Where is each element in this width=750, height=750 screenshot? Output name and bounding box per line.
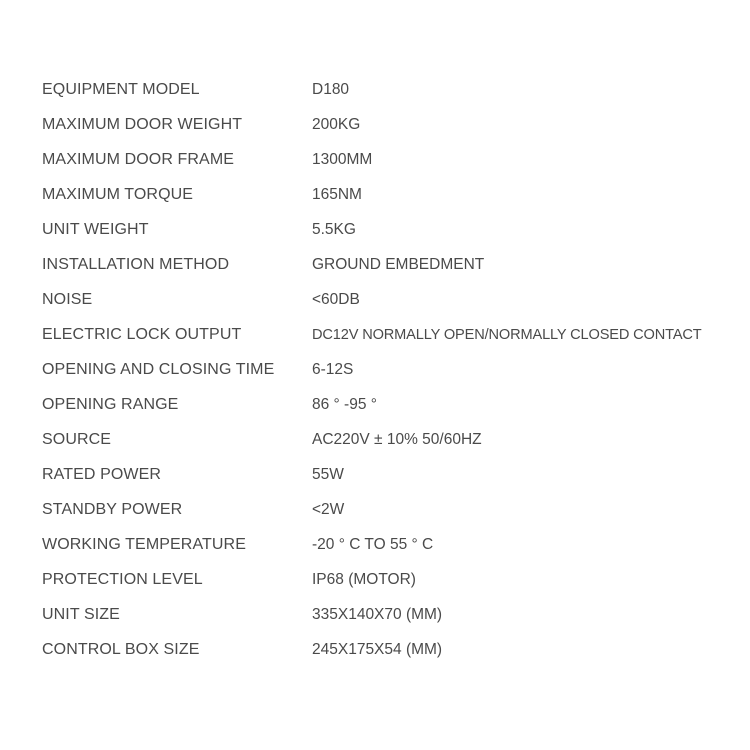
spec-label: STANDBY POWER xyxy=(42,500,183,518)
spec-label: SOURCE xyxy=(42,430,112,448)
spec-value: 245X175X54 (MM) xyxy=(312,640,443,658)
spec-label: OPENING RANGE xyxy=(42,395,179,413)
spec-value: 6-12S xyxy=(312,360,354,378)
spec-label: WORKING TEMPERATURE xyxy=(42,535,246,553)
spec-value: <60DB xyxy=(312,290,360,308)
spec-row-installation-method xyxy=(42,247,732,282)
spec-value: 86 ° -95 ° xyxy=(312,395,377,413)
spec-row-opening-and-closing-time xyxy=(42,352,732,387)
spec-value: <2W xyxy=(312,500,345,518)
spec-row-maximum-door-weight xyxy=(42,107,732,142)
spec-row-unit-size xyxy=(42,597,732,632)
spec-row-standby-power xyxy=(42,492,732,527)
spec-row-control-box-size xyxy=(42,632,732,667)
spec-label: MAXIMUM DOOR FRAME xyxy=(42,150,235,168)
spec-label: UNIT SIZE xyxy=(42,605,120,623)
spec-row-noise xyxy=(42,282,732,317)
spec-label: EQUIPMENT MODEL xyxy=(42,80,200,98)
spec-row-electric-lock-output xyxy=(42,317,732,352)
spec-row-working-temperature xyxy=(42,527,732,562)
spec-value: IP68 (MOTOR) xyxy=(312,570,416,588)
spec-row-rated-power xyxy=(42,457,732,492)
spec-value: 200KG xyxy=(312,115,361,133)
spec-row-equipment-model xyxy=(42,72,732,107)
spec-row-source xyxy=(42,422,732,457)
spec-value: 165NM xyxy=(312,185,362,203)
spec-label: MAXIMUM TORQUE xyxy=(42,185,194,203)
spec-row-opening-range xyxy=(42,387,732,422)
spec-label: UNIT WEIGHT xyxy=(42,220,149,238)
spec-label: NOISE xyxy=(42,290,93,308)
spec-value: 1300MM xyxy=(312,150,373,168)
spec-value: 5.5KG xyxy=(312,220,356,238)
spec-value: 55W xyxy=(312,465,344,483)
spec-value: AC220V ± 10% 50/60HZ xyxy=(312,430,482,448)
spec-label: ELECTRIC LOCK OUTPUT xyxy=(42,325,242,343)
spec-label: MAXIMUM DOOR WEIGHT xyxy=(42,115,243,133)
spec-label: CONTROL BOX SIZE xyxy=(42,640,200,658)
spec-row-maximum-torque xyxy=(42,177,732,212)
spec-value: -20 ° C TO 55 ° C xyxy=(312,535,434,553)
spec-label: OPENING AND CLOSING TIME xyxy=(42,360,275,378)
spec-table xyxy=(42,72,732,667)
spec-row-protection-level xyxy=(42,562,732,597)
spec-value: GROUND EMBEDMENT xyxy=(312,255,485,273)
spec-label: INSTALLATION METHOD xyxy=(42,255,230,273)
spec-row-unit-weight xyxy=(42,212,732,247)
spec-value: 335X140X70 (MM) xyxy=(312,605,443,623)
spec-row-maximum-door-frame xyxy=(42,142,732,177)
spec-label: PROTECTION LEVEL xyxy=(42,570,203,588)
spec-value: DC12V NORMALLY OPEN/NORMALLY CLOSED CONTACT xyxy=(312,326,702,343)
spec-label: RATED POWER xyxy=(42,465,162,483)
spec-value: D180 xyxy=(312,80,350,98)
